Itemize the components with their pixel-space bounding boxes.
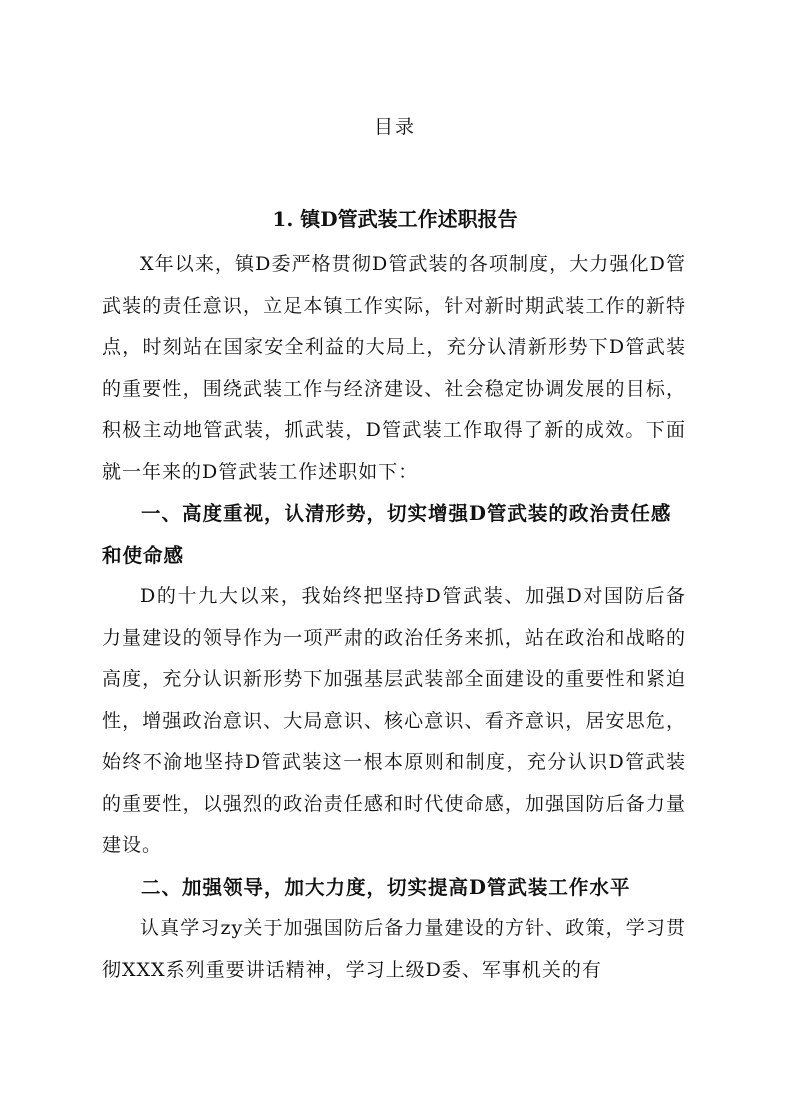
paragraph-intro: X年以来，镇D委严格贯彻D管武装的各项制度，大力强化D管武装的责任意识，立足本镇工作实际，针对新时期武装工作的新特点，时刻站在国家安全利益的大局上，充分认清新形势下D管武装的重要性，围绕武装工作与经济建设、社会稳定协调发展的目标，积极主动地管武装，抓武装，D管武装工作取得了新的成效。下面就一年来的D管武装工作述职如下： bbox=[102, 253, 686, 483]
section-heading-1: 一、高度重视，认清形势，切实增强D管武装的政治责任感和使命感 bbox=[102, 502, 672, 567]
paragraph-section-1: D的十九大以来，我始终把坚持D管武装、加强D对国防后备力量建设的领导作为一项严肃的政治任务来抓，站在政治和战略的高度，充分认识新形势下加强基层武装部全面建设的重要性和紧迫性，增强政治意识、大局意识、核心意识、看齐意识，居安思危，始终不渝地坚持D管武装这一根本原则和制度，充分认识D管武装的重要性，以强烈的政治责任感和时代使命感，加强国防后备力量建设。 bbox=[102, 585, 686, 856]
paragraph-section-2: 认真学习zy关于加强国防后备力量建设的方针、政策，学习贯彻XXX系列重要讲话精神，学习上级D委、军事机关的有 bbox=[102, 917, 686, 981]
report-body bbox=[102, 244, 686, 991]
section-heading-2: 二、加强领导，加大力度，切实提高D管武装工作水平 bbox=[141, 875, 631, 899]
toc-heading: 目录 bbox=[373, 116, 416, 138]
report-title: 1. 镇D管武装工作述职报告 bbox=[272, 207, 518, 231]
